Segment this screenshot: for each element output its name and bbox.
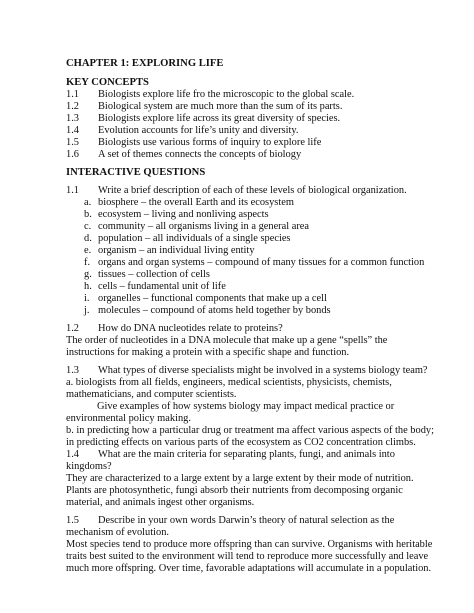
question-1-5: 1.5 Describe in your own words Darwin’s theory of natural selection as the <box>66 515 395 526</box>
answer-line: Plants are photosynthetic, fungi absorb their nutrients from decomposing organic <box>66 485 403 496</box>
key-concept-item: 1.3 Biologists explore life across its great diversity of species. <box>66 113 341 124</box>
key-concept-item: 1.2 Biological system are much more than the sum of its parts. <box>66 101 343 112</box>
answer-line: much more offspring. Over time, favorable adaptations will accumulate in a population. <box>66 563 432 574</box>
answer-line: instructions for making a protein with a specific shape and function. <box>66 347 350 358</box>
interactive-questions-heading: INTERACTIVE QUESTIONS <box>66 167 206 178</box>
answer-line: They are characterized to a large extent by a large extent by their mode of nutrition. <box>66 473 414 484</box>
answer-line: material, and animals ingest other organisms. <box>66 497 255 508</box>
question-continuation: kingdoms? <box>66 461 112 472</box>
question-1-1: 1.1 Write a brief description of each of these levels of biological organization. <box>66 185 407 196</box>
list-item: i. organelles – functional components that make up a cell <box>84 293 327 304</box>
answer-line: b. in predicting how a particular drug or treatment ma affect various aspects of the body; <box>66 425 434 436</box>
key-concept-item: 1.6 A set of themes connects the concepts of biology <box>66 149 302 160</box>
key-concept-item: 1.1 Biologists explore life fro the microscopic to the global scale. <box>66 89 355 100</box>
answer-line: traits best suited to the environment will tend to reproduce more successfully and leave <box>66 551 429 562</box>
list-item: d. population – all individuals of a single species <box>84 233 291 244</box>
answer-line: The order of nucleotides in a DNA molecule that make up a gene “spells” the <box>66 335 388 346</box>
key-concepts-heading: KEY CONCEPTS <box>66 77 149 88</box>
list-item: f. organs and organ systems – compound of many tissues for a common function <box>84 257 425 268</box>
list-item: b. ecosystem – living and nonliving aspects <box>84 209 269 220</box>
list-item: j. molecules – compound of atoms held together by bonds <box>84 305 331 316</box>
list-item: g. tissues – collection of cells <box>84 269 210 280</box>
answer-line: environmental policy making. <box>66 413 191 424</box>
list-item: c. community – all organisms living in a general area <box>84 221 310 232</box>
list-item: h. cells – fundamental unit of life <box>84 281 226 292</box>
question-continuation: mechanism of evolution. <box>66 527 170 538</box>
answer-line: in predicting effects on various parts of the ecosystem as CO2 concentration climbs. <box>66 437 416 448</box>
chapter-title: CHAPTER 1: EXPLORING LIFE <box>66 58 224 69</box>
list-item: a. biosphere – the overall Earth and its ecosystem <box>84 197 294 208</box>
answer-line: Most species tend to produce more offspring than can survive. Organisms with heritable <box>66 539 433 550</box>
key-concept-item: 1.5 Biologists use various forms of inquiry to explore life <box>66 137 322 148</box>
question-1-2: 1.2 How do DNA nucleotides relate to proteins? <box>66 323 283 334</box>
key-concept-item: 1.4 Evolution accounts for life’s unity and diversity. <box>66 125 299 136</box>
answer-line: a. biologists from all fields, engineers, medical scientists, physicists, chemists, <box>66 377 392 388</box>
list-item: e. organism – an individual living entity <box>84 245 255 256</box>
question-1-3: 1.3 What types of diverse specialists might be involved in a systems biology team? <box>66 365 428 376</box>
answer-line: mathematicians, and computer scientists. <box>66 389 237 400</box>
question-1-4: 1.4 What are the main criteria for separating plants, fungi, and animals into <box>66 449 395 460</box>
follow-up-question: Give examples of how systems biology may impact medical practice or <box>97 401 395 412</box>
